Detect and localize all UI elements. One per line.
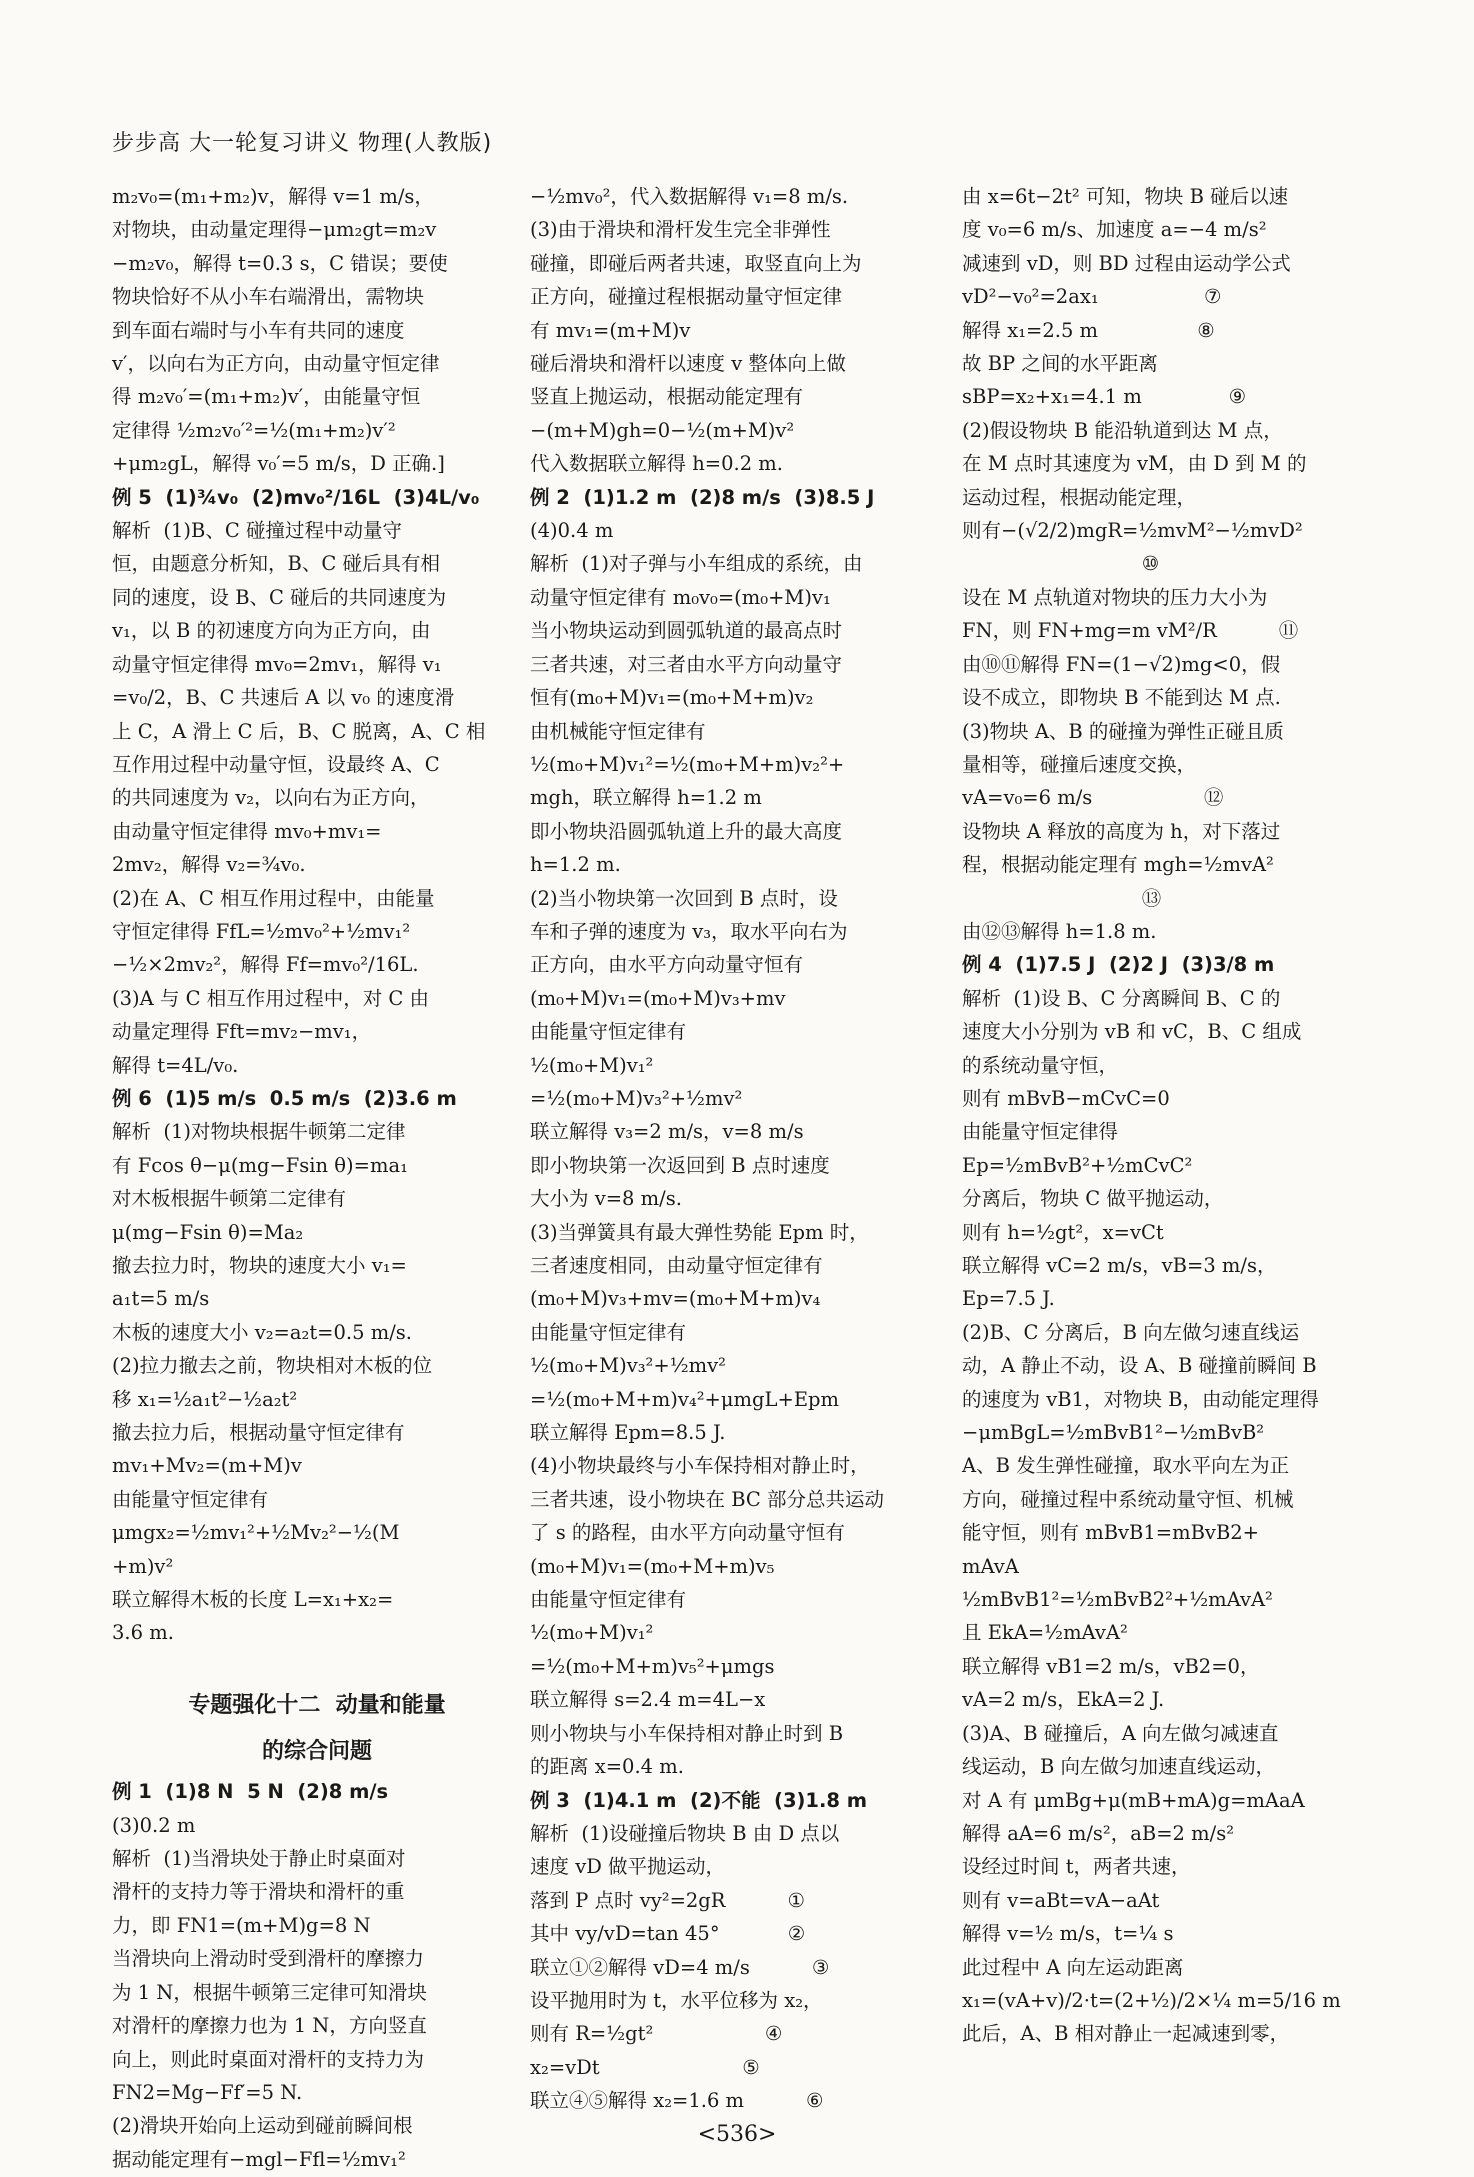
text-line: 2mv₂，解得 v₂=¾v₀. <box>112 853 306 877</box>
text-line: 正方向，碰撞过程根据动量守恒定律 <box>530 285 843 309</box>
text-line: 方向，碰撞过程中系统动量守恒、机械 <box>962 1487 1294 1511</box>
text-line: 木板的速度大小 v₂=a₂t=0.5 m/s. <box>112 1320 412 1344</box>
page-header: 步步高 大一轮复习讲义 物理(人教版) <box>112 131 493 156</box>
text-line: 则有 h=½gt²，x=vCt <box>962 1220 1164 1244</box>
text-line: 由动量守恒定律得 mv₀+mv₁= <box>112 819 382 843</box>
text-line: 即小物块沿圆弧轨道上升的最大高度 <box>530 819 843 843</box>
text-line: 由能量守恒定律有 <box>530 1588 687 1612</box>
text-line: h=1.2 m. <box>530 853 621 877</box>
text-line: (4)0.4 m <box>530 519 614 543</box>
text-line: 则有 mBvB−mCvC=0 <box>962 1086 1170 1110</box>
text-line: 专题强化十二 动量和能量 <box>188 1693 446 1719</box>
text-line: 恒，由题意分析知，B、C 碰后具有相 <box>112 552 440 576</box>
text-line: 此后，A、B 相对静止一起减速到零， <box>962 2022 1290 2046</box>
text-line: vA=2 m/s，EkA=2 J. <box>962 1688 1165 1712</box>
text-line: 解析 (1)对物块根据牛顿第二定律 <box>112 1120 406 1144</box>
text-line: 的速度为 vB1，对物块 B，由动能定理得 <box>962 1387 1319 1411</box>
text-line: 碰后滑块和滑杆以速度 v 整体向上做 <box>530 352 846 376</box>
text-line: 则有 R=½gt² ④ <box>530 2022 783 2046</box>
text-line: ⑩ <box>962 552 1160 576</box>
text-line: 分离后，物块 C 做平抛运动， <box>962 1187 1224 1211</box>
text-line: 解析 (1)对子弹与小车组成的系统，由 <box>530 552 863 576</box>
text-line: 移 x₁=½a₁t²−½a₂t² <box>112 1387 298 1411</box>
text-line: ½mBvB1²=½mBvB2²+½mAvA² <box>962 1588 1273 1612</box>
text-line: FN2=Mg−Ff′=5 N. <box>112 2080 303 2104</box>
page-number: <536> <box>697 2122 777 2147</box>
text-line: 互作用过程中动量守恒，设最终 A、C <box>112 752 440 776</box>
text-line: 有 Fcos θ−μ(mg−Fsin θ)=ma₁ <box>112 1153 408 1177</box>
text-line: mv₁+Mv₂=(m+M)v <box>112 1454 302 1478</box>
text-line: 上 C，A 滑上 C 后，B、C 脱离，A、C 相 <box>112 719 486 743</box>
text-line: 撤去拉力后，根据动量守恒定律有 <box>112 1421 405 1445</box>
text-line: 设在 M 点轨道对物块的压力大小为 <box>962 585 1268 609</box>
text-line: 解析 (1)设碰撞后物块 B 由 D 点以 <box>530 1821 840 1845</box>
text-line: 由⑩⑪解得 FN=(1−√2)mg<0，假 <box>962 652 1281 676</box>
text-line: ½(m₀+M)v₃²+½mv² <box>530 1354 726 1378</box>
text-line: 例 4 (1)7.5 J (2)2 J (3)3/8 m <box>962 953 1275 977</box>
text-line: 例 3 (1)4.1 m (2)不能 (3)1.8 m <box>530 1788 868 1812</box>
text-line: 动量守恒定律得 mv₀=2mv₁，解得 v₁ <box>112 652 442 676</box>
text-line: 设平抛用时为 t，水平位移为 x₂， <box>530 1988 823 2012</box>
text-line: 解得 x₁=2.5 m ⑧ <box>962 318 1215 342</box>
text-line: 得 m₂v₀′=(m₁+m₂)v′，由能量守恒 <box>112 385 421 409</box>
text-line: 联立解得 s=2.4 m=4L−x <box>530 1688 766 1712</box>
text-line: 在 M 点时其速度为 vM，由 D 到 M 的 <box>962 452 1307 476</box>
text-line: 由能量守恒定律有 <box>530 1020 687 1044</box>
text-line: =½(m₀+M+m)v₅²+μmgs <box>530 1654 775 1678</box>
column-middle <box>530 180 940 2118</box>
text-line: 力，即 FN1=(m+M)g=8 N <box>112 1913 371 1937</box>
text-line: 联立解得 vB1=2 m/s，vB2=0， <box>962 1654 1260 1678</box>
text-line: 大小为 v=8 m/s. <box>530 1187 682 1211</box>
text-line: (3)物块 A、B 的碰撞为弹性正碰且质 <box>962 719 1284 743</box>
text-line: (3)A 与 C 相互作用过程中，对 C 由 <box>112 986 430 1010</box>
text-line: 故 BP 之间的水平距离 <box>962 352 1158 376</box>
text-line: (3)0.2 m <box>112 1813 196 1837</box>
text-line: 物块恰好不从小车右端滑出，需物块 <box>112 285 425 309</box>
text-line: 能守恒，则有 mBvB1=mBvB2+ <box>962 1521 1260 1545</box>
text-line: 对物块，由动量定理得−μm₂gt=m₂v <box>112 218 437 242</box>
text-line: (m₀+M)v₁=(m₀+M+m)v₅ <box>530 1554 775 1578</box>
text-line: (2)B、C 分离后，B 向左做匀速直线运 <box>962 1320 1300 1344</box>
text-line: 则有−(√2/2)mgR=½mvM²−½mvD² <box>962 519 1303 543</box>
text-line: 的共同速度为 v₂，以向右为正方向， <box>112 786 430 810</box>
text-line: mAvA <box>962 1554 1019 1578</box>
text-line: 的系统动量守恒， <box>962 1053 1119 1077</box>
text-line: 度 v₀=6 m/s、加速度 a=−4 m/s² <box>962 218 1267 242</box>
text-line: 竖直上抛运动，根据动能定理有 <box>530 385 804 409</box>
text-line: 同的速度，设 B、C 碰后的共同速度为 <box>112 585 447 609</box>
text-line: 了 s 的路程，由水平方向动量守恒有 <box>530 1521 845 1545</box>
text-line: ½(m₀+M)v₁² <box>530 1053 654 1077</box>
text-line: sBP=x₂+x₁=4.1 m ⑨ <box>962 385 1247 409</box>
text-line: μ(mg−Fsin θ)=Ma₂ <box>112 1220 304 1244</box>
text-line: −m₂v₀，解得 t=0.3 s，C 错误；要使 <box>112 251 448 275</box>
text-line: A、B 发生弹性碰撞，取水平向左为正 <box>962 1454 1290 1478</box>
text-line: 程，根据动能定理有 mgh=½mvA² <box>962 853 1274 877</box>
text-line: 解得 t=4L/v₀. <box>112 1053 239 1077</box>
text-line: 例 5 (1)¾v₀ (2)mv₀²/16L (3)4L/v₀ <box>112 485 480 509</box>
text-line: 撤去拉力时，物块的速度大小 v₁= <box>112 1254 407 1277</box>
text-line: 对 A 有 μmBg+μ(mB+mA)g=mAaA <box>962 1788 1305 1812</box>
text-line: 速度 vD 做平抛运动， <box>530 1855 726 1879</box>
text-line: 对滑杆的摩擦力也为 1 N，方向竖直 <box>112 2014 427 2038</box>
text-line: 定律得 ½m₂v₀′²=½(m₁+m₂)v′² <box>112 418 396 442</box>
text-line: x₁=(vA+v)/2·t=(2+½)/2×¼ m=5/16 m <box>962 1988 1341 2012</box>
text-line: (3)A、B 碰撞后，A 向左做匀减速直 <box>962 1721 1279 1745</box>
text-line: 解析 (1)当滑块处于静止时桌面对 <box>112 1847 406 1871</box>
text-line: 量相等，碰撞后速度交换， <box>962 752 1197 776</box>
text-line: 联立①②解得 vD=4 m/s ③ <box>530 1955 830 1979</box>
text-line: −½mv₀²，代入数据解得 v₁=8 m/s. <box>530 185 849 208</box>
text-line: 即小物块第一次返回到 B 点时速度 <box>530 1153 830 1177</box>
text-line: 车和子弹的速度为 v₃，取水平向右为 <box>530 919 848 943</box>
text-line <box>112 1650 522 1683</box>
text-line: v₁，以 B 的初速度方向为正方向，由 <box>112 619 431 643</box>
text-line: (2)在 A、C 相互作用过程中，由能量 <box>112 886 435 910</box>
text-line: 例 6 (1)5 m/s 0.5 m/s (2)3.6 m <box>112 1086 457 1110</box>
text-line: 守恒定律得 FfL=½mv₀²+½mv₁² <box>112 919 411 943</box>
text-line: 联立解得 Epm=8.5 J. <box>530 1421 726 1445</box>
text-line: 由机械能守恒定律有 <box>530 719 706 743</box>
text-line: 设经过时间 t，两者共速， <box>962 1855 1191 1879</box>
text-line: 恒有(m₀+M)v₁=(m₀+M+m)v₂ <box>530 686 814 710</box>
text-line: 滑杆的支持力等于滑块和滑杆的重 <box>112 1880 405 1904</box>
text-line: 据动能定理有−mgl−Ffl=½mv₁² <box>112 2147 406 2171</box>
text-line: 到车面右端时与小车有共同的速度 <box>112 318 405 342</box>
text-line: 为 1 N，根据牛顿第三定律可知滑块 <box>112 1980 427 2004</box>
text-line: 例 1 (1)8 N 5 N (2)8 m/s <box>112 1780 389 1804</box>
text-line: 线运动，B 向左做匀加速直线运动， <box>962 1755 1276 1779</box>
column-left <box>112 180 522 2176</box>
text-line: 当小物块运动到圆弧轨道的最高点时 <box>530 619 843 643</box>
text-line: 动量守恒定律有 m₀v₀=(m₀+M)v₁ <box>530 585 831 609</box>
text-line: vD²−v₀²=2ax₁ ⑦ <box>962 285 1222 309</box>
text-line: −μmBgL=½mBvB1²−½mBvB² <box>962 1421 1265 1445</box>
text-line: =½(m₀+M+m)v₄²+μmgL+Epm <box>530 1387 840 1411</box>
text-line: 运动过程，根据动能定理， <box>962 485 1197 509</box>
text-line: x₂=vDt ⑤ <box>530 2055 760 2079</box>
text-line: 设不成立，即物块 B 不能到达 M 点. <box>962 686 1281 710</box>
text-line: 由能量守恒定律得 <box>962 1120 1119 1144</box>
text-line: 解得 v=½ m/s，t=¼ s <box>962 1922 1174 1946</box>
text-line: 且 EkA=½mAvA² <box>962 1621 1128 1645</box>
text-line: 则有 v=aBt=vA−aAt <box>962 1888 1160 1912</box>
text-line: =v₀/2，B、C 共速后 A 以 v₀ 的速度滑 <box>112 686 455 710</box>
text-line: 动，A 静止不动，设 A、B 碰撞前瞬间 B <box>962 1354 1317 1378</box>
text-line: (m₀+M)v₁=(m₀+M)v₃+mv <box>530 986 786 1010</box>
text-line: 对木板根据牛顿第二定律有 <box>112 1187 347 1211</box>
text-line: 三者速度相同，由动量守恒定律有 <box>530 1254 823 1277</box>
text-line: (2)当小物块第一次回到 B 点时，设 <box>530 886 838 910</box>
text-line: (4)小物块最终与小车保持相对静止时， <box>530 1454 870 1478</box>
text-line: +μm₂gL，解得 v₀′=5 m/s，D 正确.] <box>112 452 445 476</box>
text-line: μmgx₂=½mv₁²+½Mv₂²−½(M <box>112 1521 400 1545</box>
text-line: 向上，则此时桌面对滑杆的支持力为 <box>112 2047 425 2071</box>
text-line: 由⑫⑬解得 h=1.8 m. <box>962 919 1157 943</box>
text-line: 联立解得 v₃=2 m/s，v=8 m/s <box>530 1120 804 1144</box>
text-line: 解析 (1)B、C 碰撞过程中动量守 <box>112 519 402 543</box>
text-line: ½(m₀+M)v₁² <box>530 1621 654 1645</box>
text-line: 3.6 m. <box>112 1621 174 1645</box>
text-line: 由 x=6t−2t² 可知，物块 B 碰后以速 <box>962 185 1289 208</box>
text-line: (2)拉力撤去之前，物块相对木板的位 <box>112 1354 433 1378</box>
text-line: 联立④⑤解得 x₂=1.6 m ⑥ <box>530 2089 824 2113</box>
text-line: 减速到 vD，则 BD 过程由运动学公式 <box>962 251 1291 275</box>
text-line: 解析 (1)设 B、C 分离瞬间 B、C 的 <box>962 986 1281 1010</box>
text-line: 其中 vy/vD=tan 45° ② <box>530 1922 806 1946</box>
text-line: ½(m₀+M)v₁²=½(m₀+M+m)v₂²+ <box>530 752 845 776</box>
text-line: 代入数据联立解得 h=0.2 m. <box>530 452 783 476</box>
text-line: vA=v₀=6 m/s ⑫ <box>962 786 1224 810</box>
text-line: 正方向，由水平方向动量守恒有 <box>530 953 804 977</box>
text-line: 联立解得木板的长度 L=x₁+x₂= <box>112 1588 394 1612</box>
text-line: 的综合问题 <box>261 1739 372 1765</box>
text-line: 解得 aA=6 m/s²，aB=2 m/s² <box>962 1821 1235 1845</box>
text-line: mgh，联立解得 h=1.2 m <box>530 786 762 810</box>
text-line: 设物块 A 释放的高度为 h，对下落过 <box>962 819 1281 843</box>
text-line: 落到 P 点时 vy²=2gR ① <box>530 1888 805 1912</box>
text-line: m₂v₀=(m₁+m₂)v，解得 v=1 m/s， <box>112 185 434 208</box>
text-line: 的距离 x=0.4 m. <box>530 1755 684 1779</box>
text-line: 则小物块与小车保持相对静止时到 B <box>530 1721 844 1745</box>
text-line: FN，则 FN+mg=m vM²/R ⑪ <box>962 619 1299 643</box>
text-line: 由能量守恒定律有 <box>112 1487 269 1511</box>
text-line: (m₀+M)v₃+mv=(m₀+M+m)v₄ <box>530 1287 821 1311</box>
text-line: 速度大小分别为 vB 和 vC，B、C 组成 <box>962 1020 1302 1044</box>
text-line: +m)v² <box>112 1554 174 1578</box>
text-line: (2)假设物块 B 能沿轨道到达 M 点， <box>962 418 1283 442</box>
text-line: 三者共速，对三者由水平方向动量守 <box>530 652 843 676</box>
text-line: 联立解得 vC=2 m/s，vB=3 m/s， <box>962 1254 1277 1277</box>
text-line: 由能量守恒定律有 <box>530 1320 687 1344</box>
text-line: Ep=7.5 J. <box>962 1287 1055 1311</box>
text-line: 三者共速，设小物块在 BC 部分总共运动 <box>530 1487 885 1511</box>
text-line: Ep=½mBvB²+½mCvC² <box>962 1153 1193 1177</box>
text-line: a₁t=5 m/s <box>112 1287 210 1311</box>
text-line: −½×2mv₂²，解得 Ff=mv₀²/16L. <box>112 953 419 977</box>
text-line: 当滑块向上滑动时受到滑杆的摩擦力 <box>112 1947 425 1971</box>
text-line: 此过程中 A 向左运动距离 <box>962 1955 1184 1979</box>
text-line: (3)当弹簧具有最大弹性势能 Epm 时， <box>530 1220 869 1244</box>
text-line: 有 mv₁=(m+M)v <box>530 318 691 342</box>
text-line: (2)滑块开始向上运动到碰前瞬间根 <box>112 2114 413 2138</box>
text-line: ⑬ <box>962 886 1162 910</box>
text-line: =½(m₀+M)v₃²+½mv² <box>530 1086 743 1110</box>
text-line: 碰撞，即碰后两者共速，取竖直向上为 <box>530 251 862 275</box>
column-right <box>962 180 1367 2051</box>
text-line: −(m+M)gh=0−½(m+M)v² <box>530 418 795 442</box>
text-line: (3)由于滑块和滑杆发生完全非弹性 <box>530 218 831 242</box>
text-line: v′，以向右为正方向，由动量守恒定律 <box>112 352 440 376</box>
text-line: 例 2 (1)1.2 m (2)8 m/s (3)8.5 J <box>530 485 875 509</box>
text-line: 动量定理得 Fft=mv₂−mv₁， <box>112 1020 372 1044</box>
